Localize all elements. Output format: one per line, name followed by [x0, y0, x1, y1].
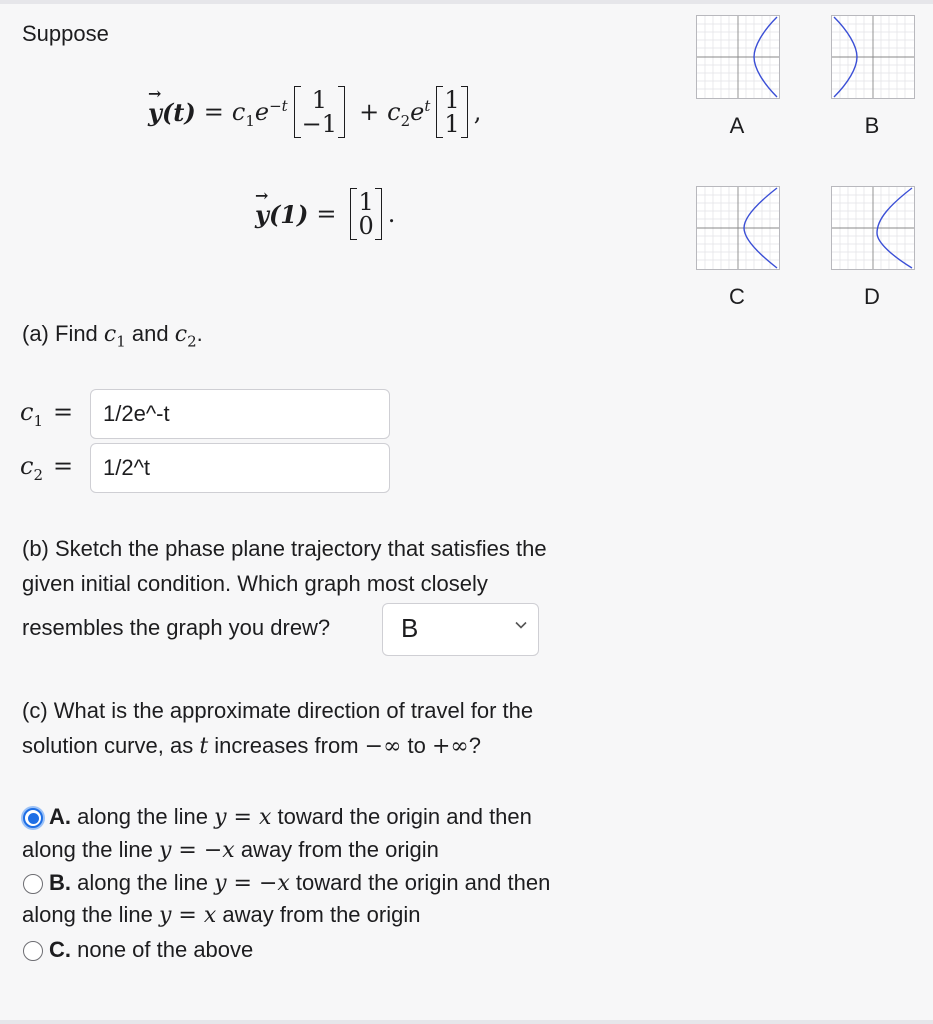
part-b-line-1: (b) Sketch the phase plane trajectory that satisfies the: [22, 536, 547, 561]
option-a-line-1[interactable]: A. along the line y = x toward the origin and then: [49, 804, 532, 830]
option-c-label[interactable]: C. none of the above: [49, 937, 254, 962]
top-border: [0, 0, 933, 4]
graph-b-label: B: [864, 113, 880, 138]
graph-d-label: D: [864, 284, 880, 309]
initial-condition: → y(1) = 1 0 .: [255, 190, 395, 238]
vector-1: 1 −1: [294, 88, 345, 136]
part-b-line-3: resembles the graph you drew?: [22, 615, 331, 640]
part-b-line-2: given initial condition. Which graph most closely: [22, 571, 488, 596]
option-b-radio[interactable]: [23, 874, 43, 894]
y-vector: → y(1): [255, 200, 308, 229]
c2-label: $c_2$ =: [20, 452, 74, 484]
y-vector: → y(t): [148, 98, 196, 127]
graph-d-thumbnail[interactable]: [831, 186, 915, 270]
graph-c-label: C: [729, 284, 745, 309]
c1-input[interactable]: 1/2e^-t: [90, 389, 390, 439]
part-a-prompt: (a) Find $c_1$ and $c_2$.: [22, 321, 203, 351]
bottom-border: [0, 1020, 933, 1024]
graph-b-thumbnail[interactable]: [831, 15, 915, 99]
chevron-down-icon: [514, 618, 528, 632]
graph-select-value: B: [401, 613, 419, 643]
part-c-line-2: solution curve, as t increases from −∞ to +∞?: [22, 733, 482, 759]
graph-select[interactable]: [382, 603, 539, 656]
graph-c-thumbnail[interactable]: [696, 186, 780, 270]
option-b-line-2: along the line y = x away from the origin: [22, 902, 421, 928]
graph-a-label: A: [729, 113, 745, 138]
option-a-radio[interactable]: [23, 808, 43, 828]
intro-text: Suppose: [22, 21, 109, 46]
option-c-radio[interactable]: [23, 941, 43, 961]
vector-2: 1 1: [436, 88, 467, 136]
c2-input[interactable]: 1/2^t: [90, 443, 390, 493]
option-b-line-1[interactable]: B. along the line y = −x toward the origin and then: [49, 870, 551, 896]
solution-formula: → y(t) = $c_1e^{-t}$ 1 −1 + $c_2e^t$ 1 1 ,: [148, 88, 481, 136]
c1-label: $c_1$ =: [20, 398, 74, 430]
graph-a-thumbnail[interactable]: [696, 15, 780, 99]
initial-vector: 1 0: [350, 190, 381, 238]
part-c-line-1: (c) What is the approximate direction of travel for the: [22, 698, 534, 723]
option-a-line-2: along the line y = −x away from the origin: [22, 837, 439, 863]
